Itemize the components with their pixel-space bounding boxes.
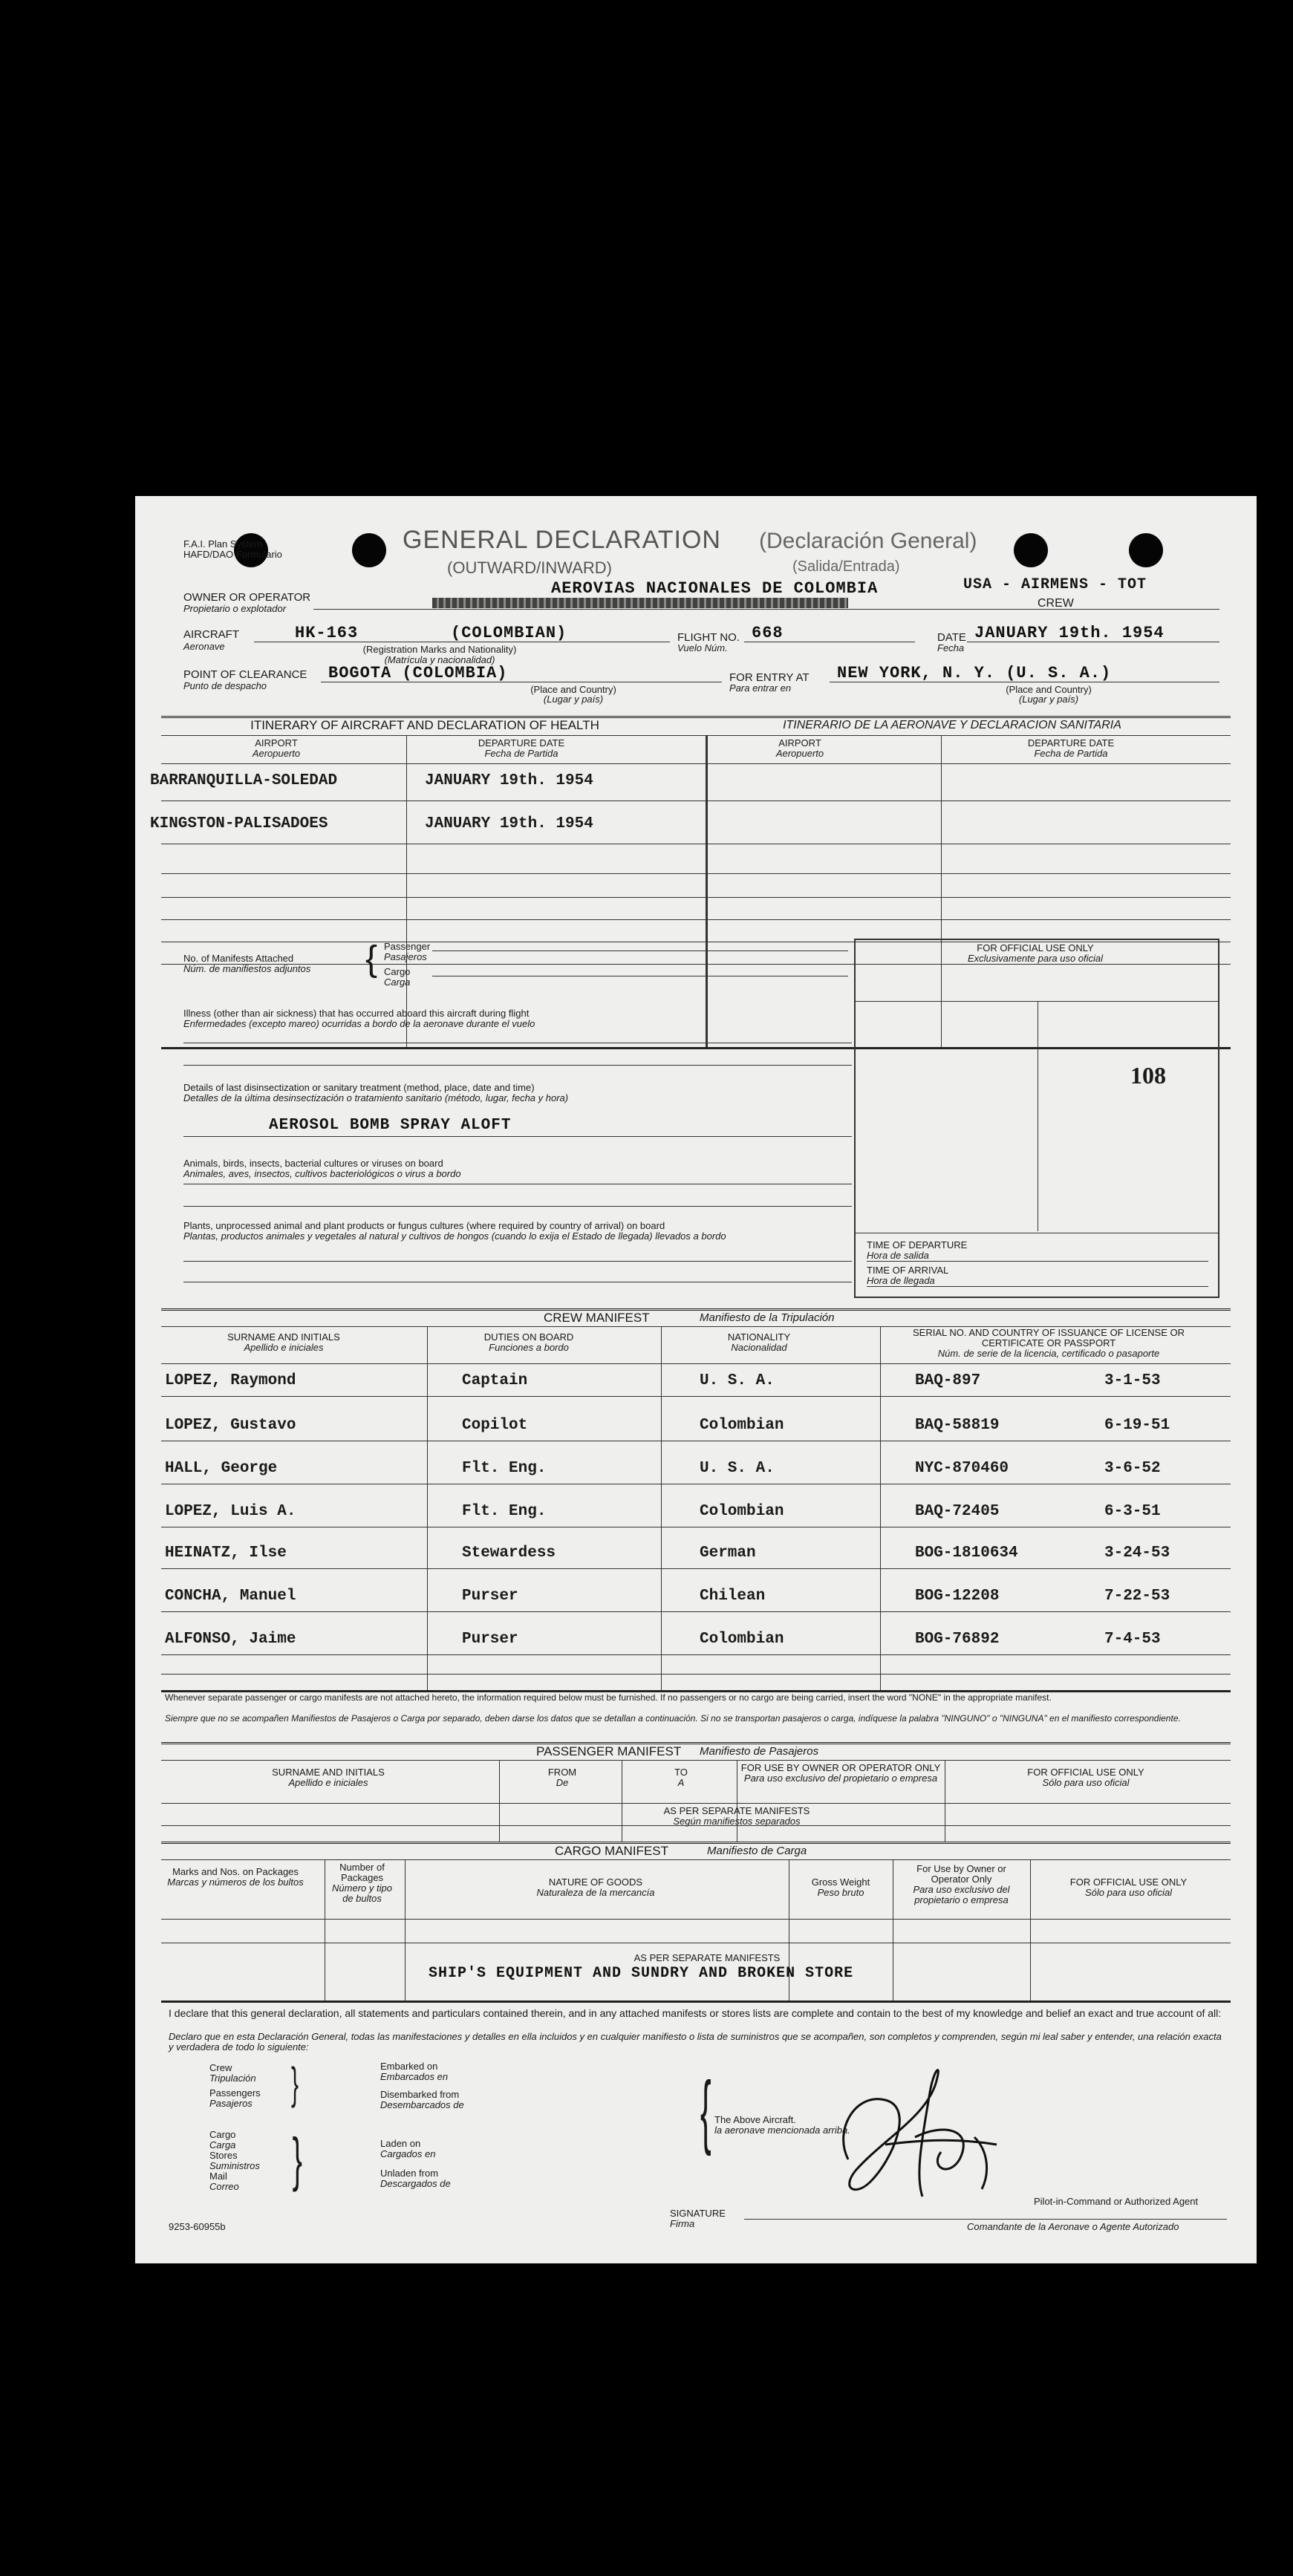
cargo-col-owner [896,1864,1026,1905]
time-arrival-en: TIME OF ARRIVAL [867,1265,949,1276]
col-departure [410,738,633,759]
pax-col-official [952,1767,1219,1788]
crew-col-name [165,1332,403,1353]
pax-col-official-es: Sólo para uso oficial [1042,1777,1130,1788]
passenger-label-es: Pasajeros [384,951,427,962]
crew-duty: Flt. Eng. [462,1460,547,1477]
decl-cargo-en: Cargo [209,2129,236,2140]
entry-label-es: Para entrar en [729,682,792,694]
crew-col-nationality [662,1332,856,1353]
col-airport [165,738,388,759]
crew-serial: BOG-1810634 [915,1545,1018,1562]
crew-name: ALFONSO, Jaime [165,1631,296,1648]
crew-duty: Purser [462,1588,518,1605]
above-aircraft-en: The Above Aircraft. [714,2114,796,2125]
decl-cargo-block [209,2130,260,2192]
form-title-es: (Declaración General) [759,529,977,553]
disinsect-label-en: Details of last disinsectization or sanitary treatment (method, place, date and time) [183,1082,535,1093]
origin-line: F.A.I. Plan System [183,538,263,550]
decl-laden [380,2139,435,2159]
official-use-title-es: Exclusivamente para uso oficial [967,953,1104,964]
cargo-title: CARGO MANIFEST [555,1844,669,1858]
pax-col-from-en: FROM [547,1767,577,1778]
crew-name: CONCHA, Manuel [165,1588,296,1605]
clearance-place-label: (Place and Country) [530,684,616,695]
crew-date: 3-1-53 [1104,1372,1161,1389]
illness-label-es: Enfermedades (excepto mareo) ocurridas a bordo de la aeronave durante el vuelo [183,1018,535,1029]
brace: } [292,2126,303,2192]
pilot-label-es: Comandante de la Aeronave o Agente Autorizado [967,2221,1179,2232]
crew-duty: Copilot [462,1417,528,1434]
illness-label [183,1008,837,1029]
crew-duty: Purser [462,1631,518,1648]
animals-label-en: Animals, birds, insects, bacterial cultures or viruses on board [183,1158,443,1169]
pax-col-name [165,1767,492,1788]
col-airport-2-en: AIRPORT [778,737,821,749]
decl-crew [209,2063,256,2084]
pax-col-to [625,1767,737,1788]
plants-label-en: Plants, unprocessed animal and plant products or fungus cultures (where required by country of arrival) on board [183,1220,665,1231]
pax-col-from-es: De [556,1777,569,1788]
cargo-count-label [384,967,410,988]
decl-stores-en: Stores [209,2150,238,2161]
owner-label-en: OWNER OR OPERATOR [183,591,311,604]
crew-serial: BAQ-897 [915,1372,981,1389]
entry-place-label: (Place and Country) [1006,684,1092,695]
pax-col-from [507,1767,618,1788]
decl-unladen [380,2168,451,2189]
pax-col-owner-en: FOR USE BY OWNER OR OPERATOR ONLY [740,1762,941,1773]
signature-label-es: Firma [670,2218,695,2229]
crew-col-serial [885,1328,1212,1359]
manifests-label [183,953,310,974]
aircraft-registration: HK-163 [295,624,359,642]
pax-separate-es: Según manifiestos separados [673,1816,801,1827]
official-use-title-en: FOR OFFICIAL USE ONLY [977,942,1094,953]
crew-note-es: Siempre que no se acompañen Manifiestos de Pasajeros o Carga por separado, deben darse los datos que se detallan a continuación. Si no se transportan pasajeros o carga, indíquese la palabra "NINGUNO" o "NINGUNA" en el manifiesto correspondiente. [165,1713,1181,1724]
col-airport-en: AIRPORT [255,737,298,749]
decl-unladen-en: Unladen from [380,2168,439,2179]
col-departure-es: Fecha de Partida [484,748,558,759]
clearance-place-label-es: (Lugar y país) [543,694,604,705]
entry-value: NEW YORK, N. Y. (U. S. A.) [837,664,1112,682]
cargo-count-label-en: Cargo [384,966,411,977]
date-label: DATE [937,631,966,644]
clearance-label: POINT OF CLEARANCE [183,668,307,681]
col-departure-2-es: Fecha de Partida [1034,748,1108,759]
cargo-col-weight-es: Peso bruto [817,1887,864,1898]
itinerary-date: JANUARY 19th. 1954 [425,772,593,789]
crew-col-name-es: Apellido e iniciales [244,1342,324,1353]
brace: { [700,2065,711,2156]
passenger-label-en: Passenger [384,941,431,952]
decl-passengers [209,2088,261,2109]
brace: { [365,939,378,979]
crew-duty: Captain [462,1372,528,1389]
decl-embarked [380,2061,448,2082]
cargo-col-marks-es: Marcas y números de los bultos [167,1876,304,1888]
crew-nationality: U. S. A. [700,1460,775,1477]
manifests-label-en: No. of Manifests Attached [183,953,294,964]
disinsect-label [183,1083,837,1103]
punch-hole [352,533,386,567]
crew-name: LOPEZ, Raymond [165,1372,296,1389]
crew-duty: Stewardess [462,1545,556,1562]
cargo-col-number-en: Number of Packages [339,1862,385,1883]
form-subtitle: (OUTWARD/INWARD) [447,558,612,577]
crew-serial: NYC-870460 [915,1460,1009,1477]
time-departure-en: TIME OF DEPARTURE [867,1239,968,1250]
crew-date: 6-19-51 [1104,1417,1170,1434]
crew-date: 7-22-53 [1104,1588,1170,1605]
decl-unladen-es: Descargados de [380,2178,451,2189]
flight-label: FLIGHT NO. [677,631,740,644]
crew-title: CREW MANIFEST [544,1311,650,1325]
pax-col-owner-es: Para uso exclusivo del propietario o empresa [743,1773,938,1784]
decl-crew-es: Tripulación [209,2073,256,2084]
decl-mail-es: Correo [209,2181,239,2192]
decl-laden-en: Laden on [380,2138,421,2149]
clearance-value: BOGOTA (COLOMBIA) [328,664,508,682]
pax-separate [610,1806,863,1827]
crew-date: 7-4-53 [1104,1631,1161,1648]
cargo-col-official-es: Sólo para uso oficial [1084,1887,1173,1898]
time-arrival-label [867,1265,948,1286]
crew-serial: BAQ-58819 [915,1417,1000,1434]
col-departure-2 [945,738,1197,759]
crew-col-duties-es: Funciones a bordo [489,1342,569,1353]
animals-label [183,1158,837,1179]
decl-passengers-en: Passengers [209,2087,261,2099]
cargo-col-weight [796,1877,885,1898]
itinerary-title-es: ITINERARIO DE LA AERONAVE Y DECLARACION SANITARIA [783,719,1121,731]
pilot-label: Pilot-in-Command or Authorized Agent [1034,2196,1199,2207]
decl-disembarked-en: Disembarked from [380,2089,460,2100]
decl-embarked-es: Embarcados en [380,2071,449,2082]
crew-date: 6-3-51 [1104,1503,1161,1520]
declaration-text-es: Declaro que en esta Declaración General, todas las manifestaciones y detalles en ella incluidos y en cualquier manifiesto o lista de suministros que se acompañen, son completos y comprenden, según mi leal saber y entender, una relación exacta y verdadera de todo lo siguiente: [169,2031,1222,2052]
pax-col-to-es: A [677,1777,685,1788]
crew-nationality: Colombian [700,1631,784,1648]
plants-label-es: Plantas, productos animales y vegetales al natural y cultivos de hongos (cuando lo exija el Estado de llegada) llevados a bordo [183,1230,726,1242]
registration-label: (Registration Marks and Nationality) [362,644,517,655]
declaration-text: I declare that this general declaration, all statements and particulars contained therein, and in any attached manifests or stores lists are complete and contain to the best of my knowledge and belief an exact and true account of all: [169,2007,1222,2019]
col-airport-es: Aeropuerto [252,748,301,759]
flight-label-es: Vuelo Núm. [677,642,728,653]
passenger-title: PASSENGER MANIFEST [536,1744,682,1758]
cargo-col-owner-es: Para uso exclusivo del propietario o empresa [913,1884,1010,1905]
registration-label-es: (Matrícula y nacionalidad) [384,654,495,665]
form-number: 9253-60955b [169,2221,226,2232]
pax-col-name-es: Apellido e iniciales [288,1777,368,1788]
itinerary-date: JANUARY 19th. 1954 [425,815,593,832]
cargo-separate: AS PER SEPARATE MANIFESTS [634,1952,781,1963]
aircraft-label-es: Aeronave [183,641,225,652]
punch-hole [1014,533,1048,567]
crew-serial: BAQ-72405 [915,1503,1000,1520]
decl-passengers-es: Pasajeros [209,2098,253,2109]
cargo-col-marks [165,1867,306,1888]
col-airport-2 [707,738,893,759]
owner-value: AEROVIAS NACIONALES DE COLOMBIA [551,579,879,598]
entry-place-label-es: (Lugar y país) [1018,694,1079,705]
crew-col-nat-en: NATIONALITY [727,1331,791,1343]
official-use-title [854,943,1217,964]
time-arrival-es: Hora de llegada [867,1275,935,1286]
decl-mail-en: Mail [209,2171,227,2182]
crew-col-serial-en: SERIAL NO. AND COUNTRY OF ISSUANCE OF LICENSE OR CERTIFICATE OR PASSPORT [913,1327,1185,1349]
disinsect-label-es: Detalles de la última desinsectización o tratamiento sanitario (método, lugar, fecha y hora) [183,1092,569,1103]
crew-col-duties-en: DUTIES ON BOARD [483,1331,574,1343]
crew-name: HEINATZ, Ilse [165,1545,287,1562]
crew-serial: BOG-12208 [915,1588,1000,1605]
brace: } [291,2058,299,2108]
passenger-title-es: Manifiesto de Pasajeros [700,1745,819,1758]
owner-label-es: Propietario o explotador [183,603,287,614]
time-departure-es: Hora de salida [867,1250,929,1261]
cargo-col-marks-en: Marks and Nos. on Packages [172,1866,299,1877]
crew-date: 3-24-53 [1104,1545,1170,1562]
cargo-col-nature-en: NATURE OF GOODS [548,1876,643,1888]
cargo-col-number-es: Número y tipo de bultos [332,1882,392,1904]
cargo-col-nature-es: Naturaleza de la mercancía [536,1887,655,1898]
passenger-label [384,942,430,962]
itinerary-airport: BARRANQUILLA-SOLEDAD [150,772,338,789]
illness-label-en: Illness (other than air sickness) that has occurred aboard this aircraft during flight [183,1008,530,1019]
crew-name: HALL, George [165,1460,278,1477]
aircraft-label [183,628,239,641]
cargo-col-official-en: FOR OFFICIAL USE ONLY [1069,1876,1188,1888]
pax-col-name-en: SURNAME AND INITIALS [272,1767,385,1778]
flight-number: 668 [752,624,784,642]
origin-line: HAFD/DAO Formulario [183,549,282,560]
signature-scribble [804,2048,1041,2219]
itinerary-airport: KINGSTON-PALISADOES [150,815,328,832]
crew-title-es: Manifiesto de la Tripulación [700,1311,835,1324]
signature-label-en: SIGNATURE [670,2208,726,2219]
crew-col-serial-es: Núm. de serie de la licencia, certificado o pasaporte [937,1348,1160,1359]
col-airport-2-es: Aeropuerto [775,748,824,759]
crew-note: Whenever separate passenger or cargo manifests are not attached hereto, the information required below must be furnished. If no passengers or no cargo are being carried, insert the word "NONE" in the appropriate manifest. [165,1692,1052,1703]
cargo-col-official [1038,1877,1219,1898]
cargo-col-owner-en: For Use by Owner or Operator Only [916,1863,1006,1885]
cargo-count-label-es: Carga [384,976,411,988]
clearance-label-es: Punto de despacho [183,680,267,691]
pax-col-to-en: TO [674,1767,688,1778]
crew-col-duties [425,1332,633,1353]
above-aircraft-es: la aeronave mencionada arriba. [714,2125,850,2136]
signature-label [670,2208,726,2229]
crew-nationality: Chilean [700,1588,766,1605]
pax-col-owner [740,1763,941,1784]
crew-nationality: German [700,1545,756,1562]
aircraft-nationality: (COLOMBIAN) [451,624,567,642]
disinsect-value: AEROSOL BOMB SPRAY ALOFT [269,1117,512,1134]
manifests-label-es: Núm. de manifiestos adjuntos [183,963,311,974]
aircraft-label-en: AIRCRAFT [183,628,239,641]
punch-hole [1129,533,1163,567]
stamp-usa: USA - AIRMENS - TOT [963,576,1147,593]
decl-stores-es: Suministros [209,2160,260,2171]
decl-cargo-es: Carga [209,2139,236,2151]
entry-label: FOR ENTRY AT [729,671,810,684]
time-departure-label [867,1240,967,1261]
decl-laden-es: Cargados en [380,2148,436,2159]
crew-nationality: Colombian [700,1503,784,1520]
form-subtitle-es: (Salida/Entrada) [792,558,900,575]
crew-name: LOPEZ, Gustavo [165,1417,296,1434]
decl-embarked-en: Embarked on [380,2061,438,2072]
struck-out-text [432,598,848,608]
crew-name: LOPEZ, Luis A. [165,1503,296,1520]
decl-disembarked [380,2090,464,2110]
crew-col-name-en: SURNAME AND INITIALS [227,1331,340,1343]
cargo-col-number [327,1862,397,1904]
itinerary-title: ITINERARY OF AIRCRAFT AND DECLARATION OF HEALTH [250,718,599,732]
crew-duty: Flt. Eng. [462,1503,547,1520]
plants-label [183,1221,852,1242]
pax-separate-en: AS PER SEPARATE MANIFESTS [663,1805,810,1816]
date-label-es: Fecha [937,642,965,653]
crew-date: 3-6-52 [1104,1460,1161,1477]
crew-col-nat-es: Nacionalidad [731,1342,787,1353]
crew-nationality: Colombian [700,1417,784,1434]
col-departure-2-en: DEPARTURE DATE [1027,737,1115,749]
form-title: GENERAL DECLARATION [403,526,721,554]
decl-disembarked-es: Desembarcados de [380,2099,464,2110]
official-number: 108 [1130,1062,1166,1089]
cargo-col-weight-en: Gross Weight [811,1876,870,1888]
crew-serial: BOG-76892 [915,1631,1000,1648]
decl-crew-en: Crew [209,2062,232,2073]
stamp-crew: CREW [1038,597,1074,610]
owner-label [183,591,310,614]
pax-col-official-en: FOR OFFICIAL USE ONLY [1027,1767,1144,1778]
animals-label-es: Animales, aves, insectos, cultivos bacteriológicos o virus a bordo [183,1168,461,1179]
form-origin [183,539,282,560]
cargo-col-nature [410,1877,781,1898]
col-departure-en: DEPARTURE DATE [478,737,565,749]
cargo-title-es: Manifiesto de Carga [707,1845,807,1857]
crew-nationality: U. S. A. [700,1372,775,1389]
general-declaration-form [135,496,1257,2263]
cargo-stores-value: SHIP'S EQUIPMENT AND SUNDRY AND BROKEN STORE [429,1965,854,1982]
flight-date: JANUARY 19th. 1954 [974,624,1165,642]
